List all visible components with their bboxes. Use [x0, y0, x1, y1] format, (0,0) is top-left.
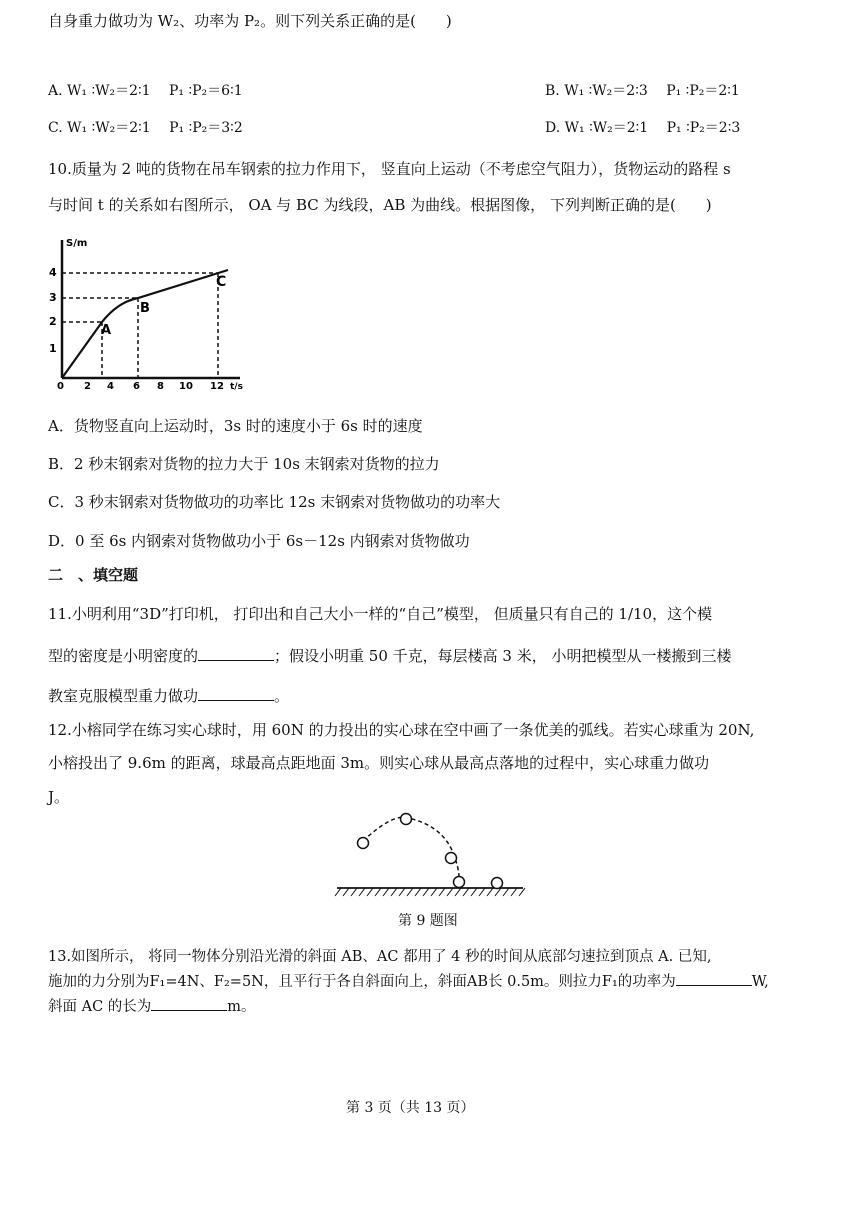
point-a-label: A	[101, 323, 112, 338]
q12-line-3: J。	[48, 788, 70, 806]
q10-line-2: 与时间 t 的关系如右图所示， OA 与 BC 为线段，AB 为曲线。根据图像， 下列判断正确的是( )	[48, 196, 712, 214]
ball-trajectory-figure	[333, 808, 528, 900]
q12-line-2: 小榕投出了 9.6m 的距离，球最高点距地面 3m。则实心球从最高点落地的过程中，实心球重力做功	[48, 754, 710, 772]
x-tick-10: 10	[179, 381, 193, 392]
x-tick-4: 4	[107, 381, 114, 392]
x-tick-2: 2	[84, 381, 91, 392]
q13-line-3	[48, 996, 256, 1018]
q10-option-a: A．货物竖直向上运动时，3s 时的速度小于 6s 时的速度	[48, 417, 423, 435]
q11-line-3-end: 。	[274, 687, 290, 705]
x-tick-0: 0	[57, 381, 64, 392]
q11-line-3	[48, 685, 289, 707]
y-tick-1: 1	[49, 342, 57, 355]
q13-line-3-end: m。	[227, 999, 256, 1015]
figure-caption: 第 9 题图	[398, 913, 458, 929]
distance-time-graph	[40, 232, 250, 392]
q11-line-2	[48, 645, 732, 667]
q9-option-a: A. W₁ ∶W₂＝2∶1 P₁ ∶P₂＝6∶1	[48, 83, 243, 99]
q10-option-d: D．0 至 6s 内钢索对货物做功小于 6s－12s 内钢索对货物做功	[48, 532, 470, 550]
point-b-label: B	[140, 301, 150, 316]
q9-option-c: C. W₁ ∶W₂＝2∶1 P₁ ∶P₂＝3∶2	[48, 120, 243, 136]
q11-blank-density[interactable]	[198, 646, 274, 661]
section-title-fill-in: 二 、填空题	[48, 566, 139, 584]
x-axis-unit: t/s	[230, 382, 243, 392]
q11-line-3-start: 教室克服模型重力做功	[48, 687, 199, 705]
q13-line-3-start: 斜面 AC 的长为	[48, 999, 152, 1015]
point-c-label: C	[216, 274, 227, 290]
q11-line-1: 11.小明利用“3D”打印机， 打印出和自己大小一样的“自己”模型， 但质量只有自己的 1/10，这个模	[48, 605, 713, 623]
q11-line-2-start: 型的密度是小明密度的	[48, 647, 199, 665]
q13-line-2-start: 施加的力分别为F₁=4N、F₂=5N，且平行于各自斜面向上，斜面AB长 0.5m。则拉力F₁的功率为	[48, 974, 676, 990]
y-tick-2: 2	[49, 315, 57, 328]
page-footer: 第 3 页（共 13 页）	[346, 1100, 475, 1116]
x-tick-6: 6	[133, 381, 140, 392]
q9-option-d: D. W₁ ∶W₂＝2∶1 P₁ ∶P₂＝2∶3	[545, 120, 741, 136]
q10-line-1: 10.质量为 2 吨的货物在吊车钢索的拉力作用下， 竖直向上运动（不考虑空气阻力），货物运动的路程 s	[48, 160, 731, 178]
q10-option-c: C．3 秒末钢索对货物做功的功率比 12s 末钢索对货物做功的功率大	[48, 493, 501, 511]
y-tick-4: 4	[49, 266, 57, 279]
x-tick-12: 12	[210, 381, 224, 392]
q13-blank-power[interactable]	[676, 971, 752, 986]
q9-option-b: B. W₁ ∶W₂＝2∶3 P₁ ∶P₂＝2∶1	[545, 83, 740, 99]
y-axis-unit: S/m	[66, 238, 88, 249]
q9-tail-text: 自身重力做功为 W₂、功率为 P₂。则下列关系正确的是( )	[48, 12, 452, 30]
q10-option-b: B．2 秒末钢索对货物的拉力大于 10s 末钢索对货物的拉力	[48, 455, 440, 473]
q11-line-2-end: ；假设小明重 50 千克，每层楼高 3 米， 小明把模型从一楼搬到三楼	[274, 647, 732, 665]
q12-line-1: 12.小榕同学在练习实心球时，用 60N 的力投出的实心球在空中画了一条优美的弧线。若实心球重为 20N,	[48, 721, 755, 739]
q13-line-1: 13.如图所示， 将同一物体分别沿光滑的斜面 AB、AC 都用了 4 秒的时间从底部匀速拉到顶点 A. 已知,	[48, 949, 712, 965]
y-tick-3: 3	[49, 291, 57, 304]
q13-line-2-end: W,	[751, 974, 769, 990]
x-tick-8: 8	[157, 381, 164, 392]
q11-blank-work[interactable]	[198, 686, 274, 701]
q13-blank-length[interactable]	[151, 996, 227, 1011]
q13-line-2	[48, 971, 769, 993]
